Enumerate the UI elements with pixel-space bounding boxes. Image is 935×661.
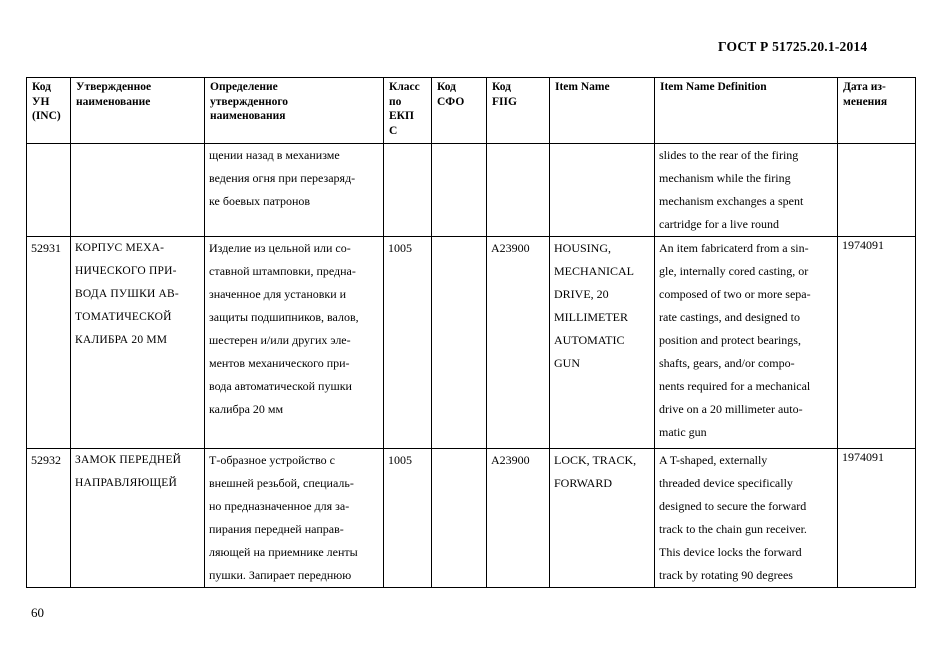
cell-line: designed to secure the forward <box>659 499 807 513</box>
cell-line: шестерен и/или других эле- <box>209 333 351 347</box>
header-line: Item Name <box>555 81 610 93</box>
cell-line: вода автоматической пушки <box>209 379 352 393</box>
header-line: менения <box>843 95 888 108</box>
table-header-row <box>27 78 916 144</box>
cell-value: 1974091 <box>842 238 884 252</box>
cell-line: position and protect bearings, <box>659 333 801 347</box>
header-line: Определение <box>210 81 278 93</box>
cell-line: AUTOMATIC <box>554 333 625 347</box>
cell-value: 1974091 <box>842 450 884 464</box>
cell-line: ке боевых патронов <box>209 194 311 208</box>
cell-line: ляющей на приемнике ленты <box>209 545 358 559</box>
cell-value: A23900 <box>491 453 530 467</box>
header-line: Item Name Definition <box>660 81 767 93</box>
cell-line: drive on a 20 millimeter auto- <box>659 402 803 416</box>
header-inc <box>27 78 71 144</box>
cell-class <box>384 144 432 237</box>
table-row <box>27 144 916 237</box>
cell-item-definition <box>655 237 838 449</box>
cell-line: ментов механического при- <box>209 356 350 370</box>
cell-line: rate castings, and designed to <box>659 310 800 324</box>
cell-value: A23900 <box>491 241 530 255</box>
cell-value: 52931 <box>31 241 61 255</box>
cell-approved-name <box>71 144 205 237</box>
cell-line: nents required for a mechanical <box>659 379 811 393</box>
cell-value: 1005 <box>388 453 412 467</box>
cell-item-definition <box>655 144 838 237</box>
cell-approved-name <box>71 237 205 449</box>
cell-line: matic gun <box>659 425 707 439</box>
header-line: Утвержденное <box>76 81 152 93</box>
cell-fiig <box>487 237 550 449</box>
header-approved-name <box>71 78 205 144</box>
cell-class <box>384 449 432 588</box>
cell-line: composed of two or more sepa- <box>659 287 811 301</box>
cell-line: HOUSING, <box>554 241 611 255</box>
cell-change-date <box>838 237 916 449</box>
cell-line: значенное для установки и <box>209 287 347 301</box>
header-line: Код <box>32 81 52 93</box>
cell-line: shafts, gears, and/or compo- <box>659 356 795 370</box>
header-line: Класс <box>389 81 420 93</box>
cell-line: но предназначенное для за- <box>209 499 350 513</box>
cell-definition <box>205 449 384 588</box>
table-row <box>27 237 916 449</box>
cell-line: внешней резьбой, специаль- <box>209 476 354 490</box>
cell-item-name <box>550 144 655 237</box>
header-line: Код <box>437 81 457 93</box>
header-line: наименования <box>210 110 286 122</box>
cell-change-date <box>838 449 916 588</box>
cell-line: ЗАМОК ПЕРЕДНЕЙ <box>75 454 182 466</box>
table-row <box>27 449 916 588</box>
cell-inc <box>27 237 71 449</box>
header-line: FIIG <box>492 95 517 108</box>
cell-line: Т-образное устройство с <box>209 453 336 467</box>
cell-line: Изделие из цельной или со- <box>209 241 351 255</box>
cell-line: КАЛИБРА 20 ММ <box>75 334 168 346</box>
cell-line: DRIVE, 20 <box>554 287 609 301</box>
cell-line: This device locks the forward <box>659 545 802 559</box>
catalog-table <box>26 77 916 588</box>
header-change-date <box>838 78 916 144</box>
header-line: Дата из- <box>843 81 886 93</box>
cell-line: щении назад в механизме <box>209 148 340 162</box>
cell-line: A T-shaped, externally <box>659 453 768 467</box>
header-item-name <box>550 78 655 144</box>
cell-inc <box>27 144 71 237</box>
header-definition <box>205 78 384 144</box>
cell-sfo <box>432 144 487 237</box>
cell-line: пирания передней направ- <box>209 522 344 536</box>
cell-line: MILLIMETER <box>554 310 628 324</box>
header-line: наименование <box>76 95 151 108</box>
cell-item-name <box>550 449 655 588</box>
cell-item-name <box>550 237 655 449</box>
header-sfo <box>432 78 487 144</box>
cell-line: защиты подшипников, валов, <box>209 310 359 324</box>
cell-line: An item fabricaterd from a sin- <box>659 241 809 255</box>
cell-line: FORWARD <box>554 476 613 490</box>
document-code: ГОСТ Р 51725.20.1-2014 <box>718 39 868 54</box>
header-line: Код <box>492 81 512 93</box>
page-number: 60 <box>31 605 44 620</box>
header-line: СФО <box>437 95 465 108</box>
cell-value: 52932 <box>31 453 61 467</box>
header-line: (INC) <box>32 110 61 122</box>
cell-line: ведения огня при перезаряд- <box>209 171 356 185</box>
cell-sfo <box>432 237 487 449</box>
header-line: С <box>389 124 398 137</box>
cell-line: slides to the rear of the firing <box>659 148 799 162</box>
cell-line: НАПРАВЛЯЮЩЕЙ <box>75 477 177 489</box>
cell-fiig <box>487 144 550 237</box>
cell-definition <box>205 237 384 449</box>
header-item-name-definition <box>655 78 838 144</box>
cell-line: пушки. Запирает переднюю <box>209 568 352 582</box>
cell-line: калибра 20 мм <box>209 402 284 416</box>
header-line: утвержденного <box>210 95 289 108</box>
cell-change-date <box>838 144 916 237</box>
cell-line: GUN <box>554 356 580 370</box>
cell-item-definition <box>655 449 838 588</box>
cell-line: threaded device specifically <box>659 476 793 490</box>
cell-line: track by rotating 90 degrees <box>659 568 793 582</box>
header-class <box>384 78 432 144</box>
cell-line: ТОМАТИЧЕСКОЙ <box>75 311 172 323</box>
header-fiig <box>487 78 550 144</box>
header-line: ЕКП <box>389 110 414 122</box>
cell-line: MECHANICAL <box>554 264 634 278</box>
cell-value: 1005 <box>388 241 412 255</box>
cell-line: mechanism exchanges a spent <box>659 194 804 208</box>
header-line: по <box>389 95 402 108</box>
cell-sfo <box>432 449 487 588</box>
cell-line: КОРПУС МЕХА- <box>75 242 165 254</box>
cell-line: cartridge for a live round <box>659 217 779 231</box>
cell-line: НИЧЕСКОГО ПРИ- <box>75 265 177 277</box>
cell-class <box>384 237 432 449</box>
cell-line: gle, internally cored casting, or <box>659 264 809 278</box>
cell-line: LOCK, TRACK, <box>554 453 637 467</box>
cell-line: mechanism while the firing <box>659 171 791 185</box>
header-line: УН <box>32 95 50 108</box>
cell-line: ставной штамповки, предна- <box>209 264 356 278</box>
cell-approved-name <box>71 449 205 588</box>
cell-inc <box>27 449 71 588</box>
cell-line: track to the chain gun receiver. <box>659 522 807 536</box>
cell-fiig <box>487 449 550 588</box>
cell-line: ВОДА ПУШКИ АВ- <box>75 288 179 300</box>
cell-definition <box>205 144 384 237</box>
